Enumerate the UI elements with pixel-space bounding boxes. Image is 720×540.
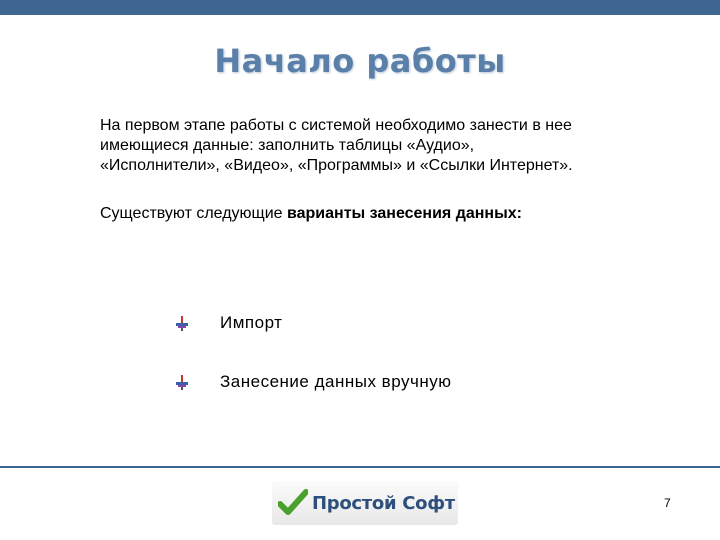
intro-line: На первом этапе работы с системой необходимо занести в нее [100, 117, 572, 134]
slide-title: Начало работы [214, 42, 506, 80]
lead-text: Существуют следующие [100, 205, 287, 222]
pushpin-bullet-icon [174, 315, 190, 331]
bullet-label: Занесение данных вручную [220, 372, 452, 391]
bullet-item-import [174, 313, 282, 333]
lead-sentence [100, 205, 680, 223]
intro-paragraph [100, 116, 680, 176]
top-bar [0, 0, 720, 15]
pushpin-bullet-icon [174, 374, 190, 390]
lead-emphasis: варианты занесения данных: [287, 205, 522, 222]
intro-line: имеющиеся данные: заполнить таблицы «Аудио», [100, 137, 475, 154]
company-logo [272, 481, 458, 525]
checkmark-icon [278, 489, 308, 517]
bullet-label: Импорт [220, 313, 283, 332]
logo-text: Простой Софт [312, 492, 455, 514]
footer-divider [0, 466, 720, 468]
page-number: 7 [664, 496, 671, 510]
bullet-item-manual-entry [174, 372, 451, 392]
intro-line: «Исполнители», «Видео», «Программы» и «Ссылки Интернет». [100, 157, 573, 174]
